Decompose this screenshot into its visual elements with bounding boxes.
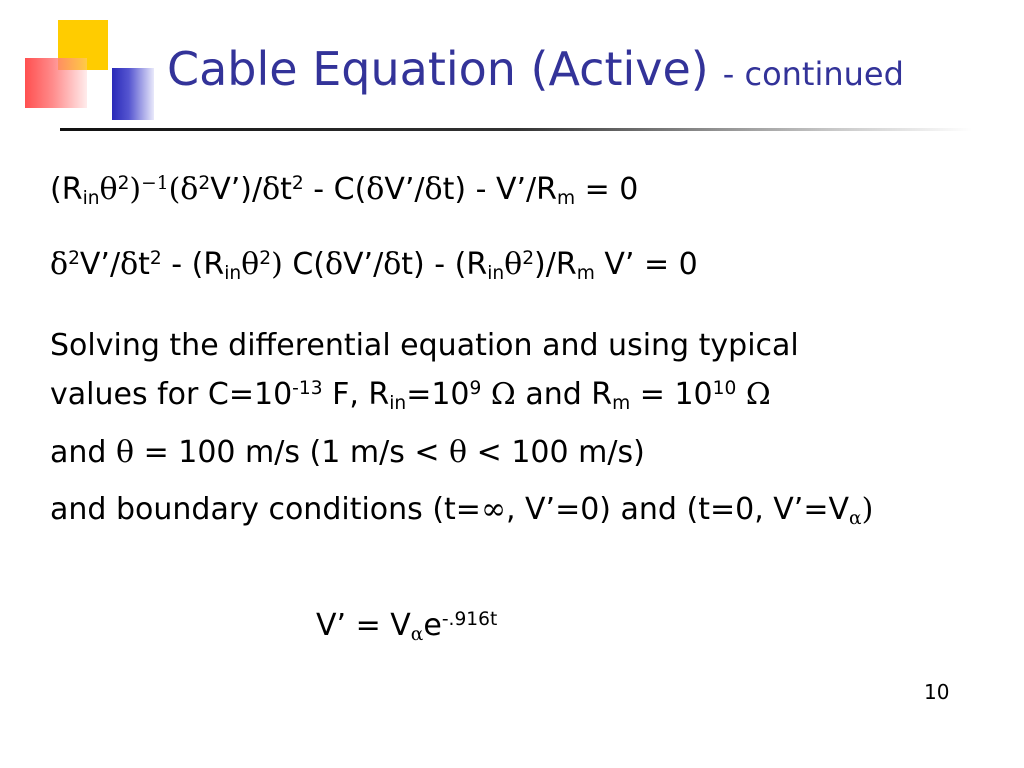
- equation-1: $(R_{in}\theta^2)^{-1}(\delta^2V’)/\delta t^2$ - C(δV’/δt) - $V’/R_m = 0$: [50, 172, 639, 210]
- paragraph-line-3: and θ = 100 m/s (1 m/s < θ < 100 m/s): [50, 435, 645, 470]
- title-main: Cable Equation (Active): [167, 42, 709, 96]
- title-continued: - continued: [722, 55, 904, 93]
- paragraph-line-2: values for $C=10^{-13}$ F, $R_{in}=10^9$ Ω and $R_m = 10^{10}$ Ω: [50, 377, 771, 415]
- title-divider: [60, 128, 972, 131]
- paragraph-line-4: and boundary conditions (t=∞, V’=0) and (t=0, $V’=V_\alpha$): [50, 492, 874, 530]
- decor-blue-square: [112, 68, 154, 120]
- slide-title: [167, 42, 904, 96]
- page-number: 10: [924, 680, 950, 704]
- equation-2: $\delta^2V’/\delta t^2 - (R_{in}\theta^2)$ C(δV’/δt) - $(R_{in}\theta^2)/R_m$ V’ = 0: [50, 247, 698, 285]
- decor-red-square: [25, 58, 87, 108]
- result-equation: V’ = $V_\alpha e^{-.916t}$: [316, 608, 498, 646]
- paragraph-line-1: Solving the differential equation and using typical: [50, 328, 799, 363]
